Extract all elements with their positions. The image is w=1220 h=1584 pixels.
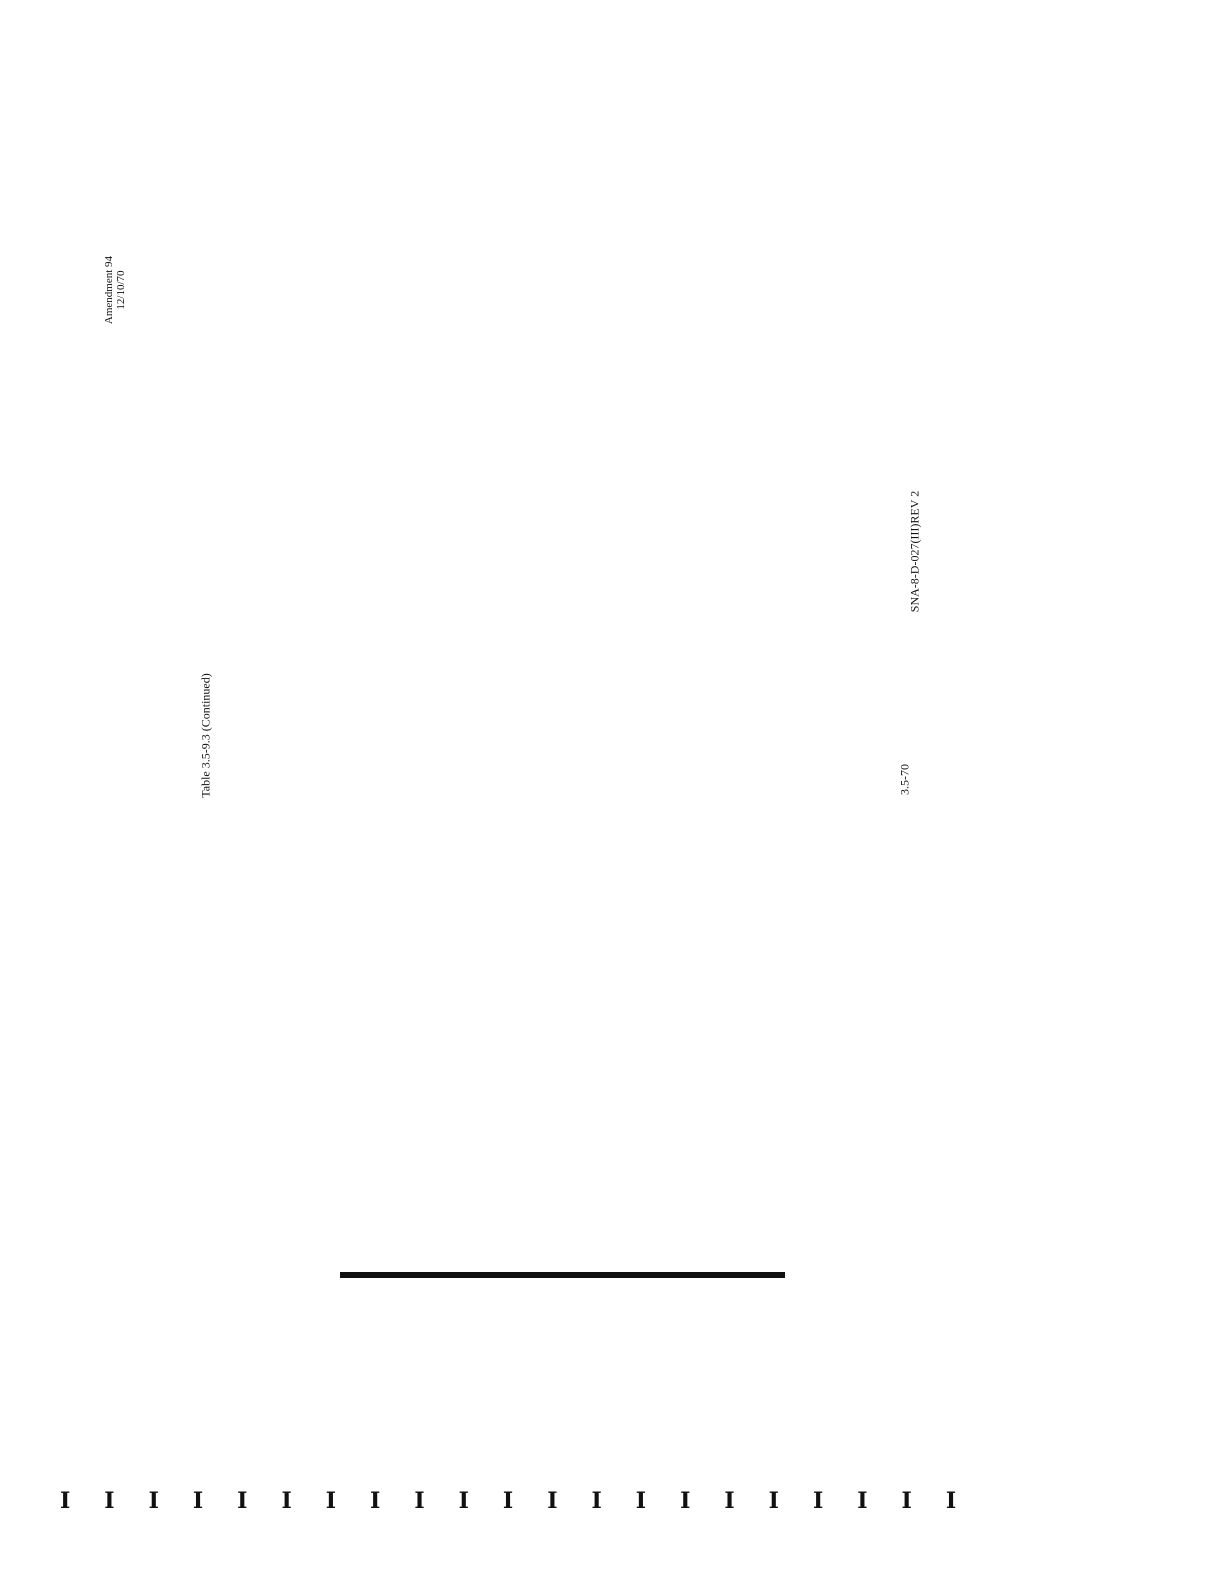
amendment-number: Amendment 94 bbox=[103, 255, 115, 325]
document-id: SNA-8-D-027(III)REV 2 bbox=[907, 490, 922, 613]
amendment-note bbox=[103, 245, 127, 335]
page-number: 3.5-70 bbox=[897, 764, 912, 795]
change-bar bbox=[340, 1272, 785, 1278]
table-caption: Table 3.5-9.3 (Continued) bbox=[198, 673, 213, 798]
amendment-date: 12/10/70 bbox=[115, 270, 127, 310]
scan-edge-marks: IIIIIIIIIIIIIIIIIIIII bbox=[60, 1488, 991, 1514]
